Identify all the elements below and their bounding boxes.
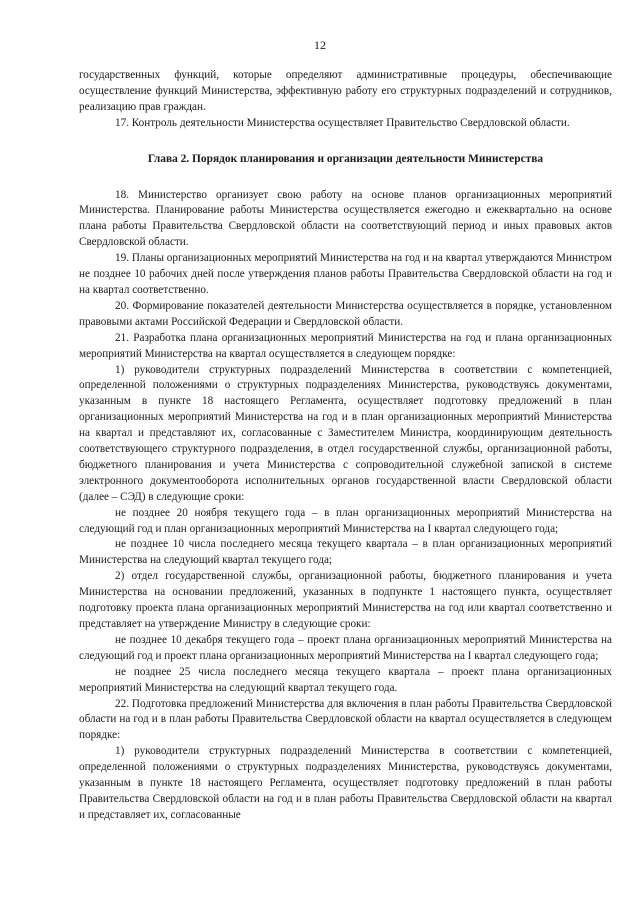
paragraph-21-item-2: 2) отдел государственной службы, организационной работы, бюджетного планирования и учета Министерства на основании предложений, указанных в подпункте 1 настоящего пункта, осуществляет подготовку проекта плана организационных мероприятий Министерства на год или квартал соответственно и представляет на утверждение Министру в следующие сроки:: [79, 570, 612, 630]
paragraph-intro-continuation: государственных функций, которые определяют административные процедуры, обеспечивающие осуществление функций Министерства, эффективную работу его структурных подразделений и сотрудников, реализацию прав граждан.: [79, 69, 612, 113]
chapter-2-title: Глава 2. Порядок планирования и организации деятельности Министерства: [147, 152, 544, 165]
paragraph-20: 20. Формирование показателей деятельности Министерства осуществляется в порядке, установленном правовыми актами Российской Федерации и Свердловской области.: [79, 299, 612, 328]
paragraph-22: 22. Подготовка предложений Министерства для включения в план работы Правительства Свердловской области на год и в план работы Правительства Свердловской области на квартал осуществляется в следующем порядке:: [79, 697, 612, 742]
paragraph-21-item-1-deadline-b: не позднее 10 числа последнего месяца текущего квартала – в план организационных мероприятий Министерства на следующий квартал текущего года;: [79, 538, 612, 567]
paragraph-21-item-2-deadline-b: не позднее 25 числа последнего месяца текущего квартала – проект плана организационных мероприятий Министерства на следующий квартал текущего года.: [79, 665, 612, 694]
paragraph-21-item-1-deadline-a: не позднее 20 ноября текущего года – в план организационных мероприятий Министерства на следующий год и план организационных мероприятий Министерства на I квартал следующего года;: [79, 506, 612, 535]
paragraph-22-item-1: 1) руководители структурных подразделений Министерства в соответствии с компетенцией, определенной положениями о структурных подразделениях Министерства, руководствуясь документами, указанным в пункте 18 настоящего Регламента, осуществляет подготовку предложений в план работы Правительства Свердловской области на год и в план работы Правительства Свердловской области на квартал и представляет их, согласованные: [79, 745, 612, 821]
paragraph-21-item-2-deadline-a: не позднее 10 декабря текущего года – проект плана организационных мероприятий Министерства на следующий год и проект плана организационных мероприятий Министерства на I квартал следующего года;: [79, 633, 612, 662]
paragraph-18: 18. Министерство организует свою работу на основе планов организационных мероприятий Министерства. Планирование работы Министерства осуществляется ежегодно и ежеквартально на основе плана работы Правительства Свердловской области на соответствующий период и иных правовых актов Свердловской области.: [79, 188, 612, 249]
paragraph-19: 19. Планы организационных мероприятий Министерства на год и на квартал утверждаются Министром не позднее 10 рабочих дней после утверждения планов работы Правительства Свердловской области на год и на квартал соответственно.: [79, 252, 612, 296]
page-number: 12: [314, 38, 326, 52]
paragraph-21-item-1: 1) руководители структурных подразделений Министерства в соответствии с компетенцией, определенной положениями о структурных подразделениях Министерства, руководствуясь документами, указанным в пункте 18 настоящего Регламента, осуществляет подготовку предложений в план организационных мероприятий Министерства на год и в план организационных мероприятий Министерства на квартал и представляют их, согласованные с Заместителем Министра, координирующим деятельность соответствующего структурного подразделения, в отдел государственной службы, организационной работы, бюджетного планирования и учета Министерства с сопроводительной служебной запиской в системе электронного документооборота исполнительных органов государственной власти Свердловской области (далее – СЭД) в следующие сроки:: [79, 363, 612, 503]
document-body: [79, 68, 612, 824]
paragraph-17: 17. Контроль деятельности Министерства осуществляет Правительство Свердловской области.: [115, 116, 570, 129]
paragraph-21: 21. Разработка плана организационных мероприятий Министерства на год и плана организационных мероприятий Министерства на квартал осуществляется в следующем порядке:: [79, 331, 612, 360]
